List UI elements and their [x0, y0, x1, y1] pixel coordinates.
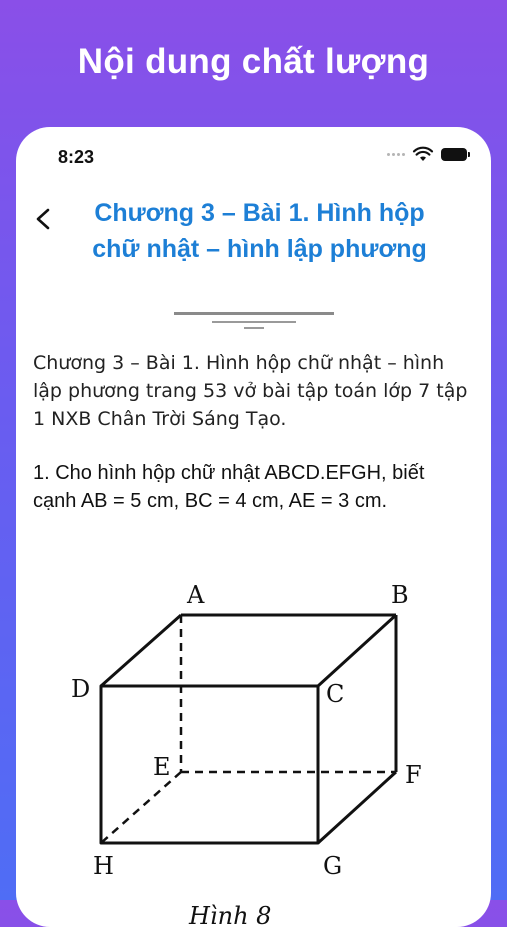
vertex-label-h: H — [93, 852, 114, 880]
status-time: 8:23 — [58, 147, 95, 167]
vertex-label-g: G — [323, 852, 343, 880]
cuboid-diagram — [71, 579, 436, 927]
phone-frame — [16, 127, 491, 927]
cellular-signal-icon — [387, 153, 405, 156]
intro-paragraph: Chương 3 – Bài 1. Hình hộp chữ nhật – hình lập phương trang 53 vở bài tập toán lớp 7 tập 1 NXB Chân Trời Sáng Tạo. — [33, 352, 468, 430]
battery-icon — [441, 148, 467, 161]
vertex-label-f: F — [405, 761, 422, 789]
cuboid-figure — [71, 579, 436, 927]
edge-ad — [101, 615, 181, 686]
wifi-icon — [413, 147, 433, 162]
vertex-label-b: B — [391, 581, 409, 609]
edge-bc — [318, 615, 396, 686]
title-divider-tertiary — [244, 327, 264, 329]
status-bar — [16, 127, 491, 183]
title-divider — [174, 312, 334, 315]
page-title: Chương 3 – Bài 1. Hình hộp chữ nhật – hình lập phương — [92, 199, 427, 263]
edge-fg — [318, 772, 396, 843]
status-icons — [387, 147, 467, 162]
chevron-left-icon — [32, 202, 54, 236]
vertex-label-d: D — [71, 675, 91, 703]
title-divider-secondary — [212, 321, 296, 323]
face-dcgh — [101, 686, 318, 843]
vertex-label-a: A — [187, 581, 205, 609]
vertex-label-e: E — [153, 753, 171, 781]
vertex-label-c: C — [326, 680, 345, 708]
back-button[interactable] — [32, 202, 54, 236]
figure-caption: Hình 8 — [189, 902, 272, 927]
hero-title: Nội dung chất lượng — [77, 42, 430, 81]
question-text: 1. Cho hình hộp chữ nhật ABCD.EFGH, biết cạnh AB = 5 cm, BC = 4 cm, AE = 3 cm. — [33, 462, 425, 512]
edge-eh — [101, 772, 181, 843]
